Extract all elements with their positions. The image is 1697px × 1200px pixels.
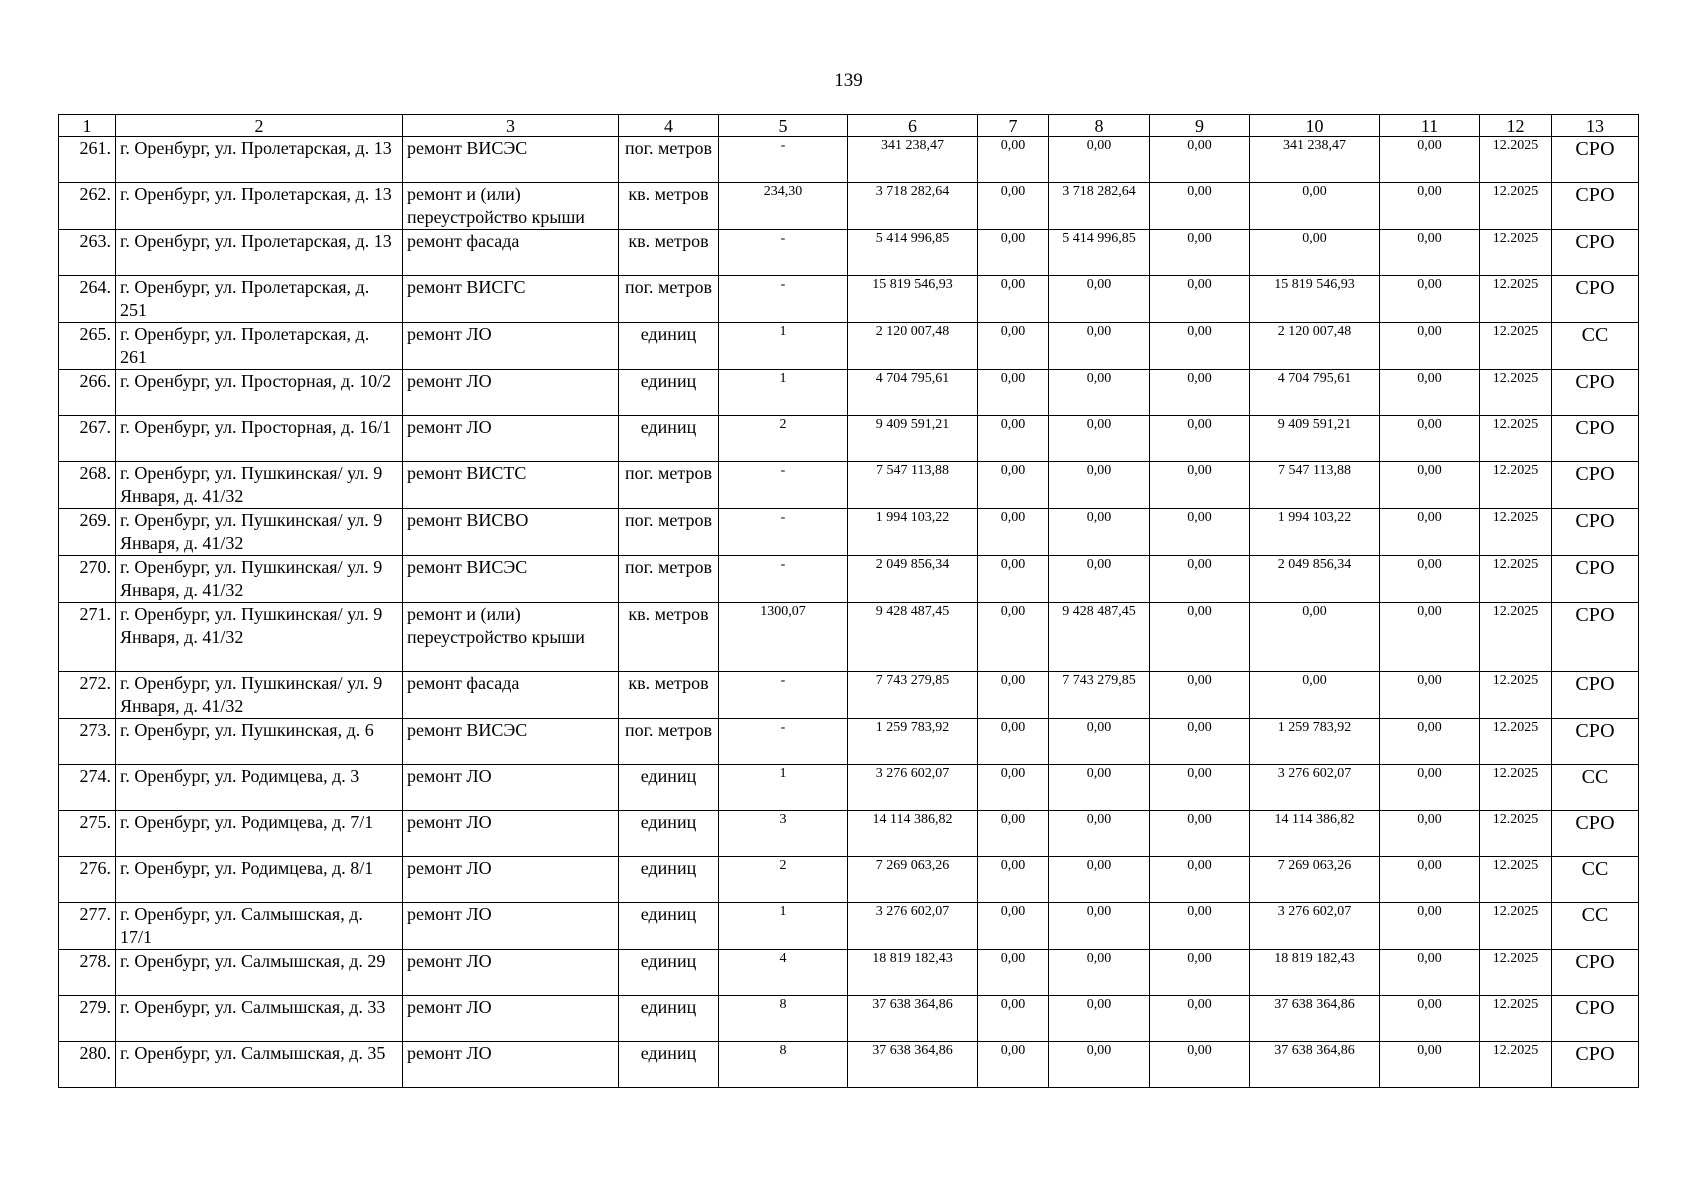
column-header: 13 <box>1552 115 1639 137</box>
fund-cell-8: 0,00 <box>1049 276 1150 323</box>
method-cell: СРО <box>1552 1042 1639 1088</box>
address-cell: г. Оренбург, ул. Родимцева, д. 8/1 <box>116 857 403 903</box>
completion-date-cell: 12.2025 <box>1480 276 1552 323</box>
fund-cell-7: 0,00 <box>978 556 1049 603</box>
fund-cell-10: 37 638 364,86 <box>1250 996 1380 1042</box>
table-row <box>59 370 1639 416</box>
method-cell: СРО <box>1552 509 1639 556</box>
method-cell: СРО <box>1552 811 1639 857</box>
column-header: 8 <box>1049 115 1150 137</box>
quantity-cell: 1 <box>719 765 848 811</box>
completion-date-cell: 12.2025 <box>1480 672 1552 719</box>
method-cell: СС <box>1552 765 1639 811</box>
table-row <box>59 276 1639 323</box>
fund-cell-8: 0,00 <box>1049 323 1150 370</box>
row-number: 261. <box>59 137 116 183</box>
fund-cell-8: 0,00 <box>1049 950 1150 996</box>
column-header: 3 <box>403 115 619 137</box>
quantity-cell: - <box>719 137 848 183</box>
unit-cell: единиц <box>619 857 719 903</box>
register-table <box>58 114 1639 1088</box>
unit-cell: единиц <box>619 811 719 857</box>
address-cell: г. Оренбург, ул. Салмышская, д. 35 <box>116 1042 403 1088</box>
column-header: 10 <box>1250 115 1380 137</box>
total-cost-cell: 3 276 602,07 <box>848 765 978 811</box>
row-number: 272. <box>59 672 116 719</box>
table-row <box>59 230 1639 276</box>
fund-cell-11: 0,00 <box>1380 672 1480 719</box>
fund-cell-11: 0,00 <box>1380 1042 1480 1088</box>
table-row <box>59 857 1639 903</box>
fund-cell-9: 0,00 <box>1150 996 1250 1042</box>
fund-cell-11: 0,00 <box>1380 996 1480 1042</box>
fund-cell-10: 7 269 063,26 <box>1250 857 1380 903</box>
fund-cell-7: 0,00 <box>978 1042 1049 1088</box>
address-cell: г. Оренбург, ул. Пушкинская/ ул. 9 Января, д. 41/32 <box>116 556 403 603</box>
fund-cell-7: 0,00 <box>978 183 1049 230</box>
fund-cell-10: 3 276 602,07 <box>1250 765 1380 811</box>
address-cell: г. Оренбург, ул. Салмышская, д. 17/1 <box>116 903 403 950</box>
fund-cell-7: 0,00 <box>978 137 1049 183</box>
column-header: 11 <box>1380 115 1480 137</box>
fund-cell-10: 37 638 364,86 <box>1250 1042 1380 1088</box>
quantity-cell: - <box>719 462 848 509</box>
unit-cell: кв. метров <box>619 603 719 672</box>
column-header: 5 <box>719 115 848 137</box>
fund-cell-11: 0,00 <box>1380 719 1480 765</box>
row-number: 265. <box>59 323 116 370</box>
table-row <box>59 556 1639 603</box>
method-cell: СРО <box>1552 556 1639 603</box>
row-number: 278. <box>59 950 116 996</box>
fund-cell-10: 3 276 602,07 <box>1250 903 1380 950</box>
total-cost-cell: 341 238,47 <box>848 137 978 183</box>
quantity-cell: - <box>719 719 848 765</box>
column-header: 7 <box>978 115 1049 137</box>
fund-cell-8: 0,00 <box>1049 556 1150 603</box>
work-type-cell: ремонт ЛО <box>403 1042 619 1088</box>
fund-cell-10: 18 819 182,43 <box>1250 950 1380 996</box>
completion-date-cell: 12.2025 <box>1480 230 1552 276</box>
table-row <box>59 509 1639 556</box>
fund-cell-10: 2 120 007,48 <box>1250 323 1380 370</box>
total-cost-cell: 2 120 007,48 <box>848 323 978 370</box>
total-cost-cell: 9 428 487,45 <box>848 603 978 672</box>
fund-cell-11: 0,00 <box>1380 137 1480 183</box>
fund-cell-8: 9 428 487,45 <box>1049 603 1150 672</box>
fund-cell-8: 0,00 <box>1049 1042 1150 1088</box>
method-cell: СРО <box>1552 416 1639 462</box>
address-cell: г. Оренбург, ул. Пушкинская/ ул. 9 Января, д. 41/32 <box>116 509 403 556</box>
table-row <box>59 950 1639 996</box>
address-cell: г. Оренбург, ул. Просторная, д. 10/2 <box>116 370 403 416</box>
fund-cell-10: 0,00 <box>1250 672 1380 719</box>
work-type-cell: ремонт фасада <box>403 230 619 276</box>
method-cell: СРО <box>1552 719 1639 765</box>
unit-cell: единиц <box>619 996 719 1042</box>
fund-cell-9: 0,00 <box>1150 323 1250 370</box>
fund-cell-7: 0,00 <box>978 370 1049 416</box>
fund-cell-11: 0,00 <box>1380 857 1480 903</box>
fund-cell-8: 0,00 <box>1049 416 1150 462</box>
fund-cell-9: 0,00 <box>1150 950 1250 996</box>
fund-cell-8: 5 414 996,85 <box>1049 230 1150 276</box>
fund-cell-10: 14 114 386,82 <box>1250 811 1380 857</box>
work-type-cell: ремонт ЛО <box>403 370 619 416</box>
fund-cell-8: 0,00 <box>1049 857 1150 903</box>
row-number: 273. <box>59 719 116 765</box>
fund-cell-10: 4 704 795,61 <box>1250 370 1380 416</box>
completion-date-cell: 12.2025 <box>1480 765 1552 811</box>
completion-date-cell: 12.2025 <box>1480 370 1552 416</box>
total-cost-cell: 9 409 591,21 <box>848 416 978 462</box>
work-type-cell: ремонт ЛО <box>403 416 619 462</box>
work-type-cell: ремонт и (или) переустройство крыши <box>403 183 619 230</box>
fund-cell-9: 0,00 <box>1150 137 1250 183</box>
unit-cell: пог. метров <box>619 462 719 509</box>
total-cost-cell: 3 276 602,07 <box>848 903 978 950</box>
total-cost-cell: 37 638 364,86 <box>848 996 978 1042</box>
fund-cell-7: 0,00 <box>978 719 1049 765</box>
quantity-cell: - <box>719 509 848 556</box>
table-row <box>59 903 1639 950</box>
unit-cell: единиц <box>619 370 719 416</box>
fund-cell-7: 0,00 <box>978 509 1049 556</box>
fund-cell-10: 0,00 <box>1250 183 1380 230</box>
fund-cell-11: 0,00 <box>1380 509 1480 556</box>
fund-cell-10: 7 547 113,88 <box>1250 462 1380 509</box>
row-number: 266. <box>59 370 116 416</box>
unit-cell: пог. метров <box>619 276 719 323</box>
quantity-cell: 1 <box>719 370 848 416</box>
completion-date-cell: 12.2025 <box>1480 996 1552 1042</box>
total-cost-cell: 14 114 386,82 <box>848 811 978 857</box>
row-number: 269. <box>59 509 116 556</box>
fund-cell-9: 0,00 <box>1150 462 1250 509</box>
unit-cell: кв. метров <box>619 230 719 276</box>
fund-cell-9: 0,00 <box>1150 509 1250 556</box>
fund-cell-11: 0,00 <box>1380 603 1480 672</box>
work-type-cell: ремонт ЛО <box>403 765 619 811</box>
fund-cell-8: 0,00 <box>1049 137 1150 183</box>
row-number: 277. <box>59 903 116 950</box>
fund-cell-11: 0,00 <box>1380 183 1480 230</box>
completion-date-cell: 12.2025 <box>1480 183 1552 230</box>
row-number: 263. <box>59 230 116 276</box>
quantity-cell: 1 <box>719 323 848 370</box>
column-header: 1 <box>59 115 116 137</box>
total-cost-cell: 7 743 279,85 <box>848 672 978 719</box>
quantity-cell: - <box>719 672 848 719</box>
total-cost-cell: 37 638 364,86 <box>848 1042 978 1088</box>
fund-cell-10: 341 238,47 <box>1250 137 1380 183</box>
method-cell: СРО <box>1552 230 1639 276</box>
fund-cell-9: 0,00 <box>1150 811 1250 857</box>
fund-cell-11: 0,00 <box>1380 950 1480 996</box>
fund-cell-9: 0,00 <box>1150 719 1250 765</box>
address-cell: г. Оренбург, ул. Родимцева, д. 3 <box>116 765 403 811</box>
total-cost-cell: 7 547 113,88 <box>848 462 978 509</box>
method-cell: СС <box>1552 903 1639 950</box>
unit-cell: пог. метров <box>619 509 719 556</box>
header-row <box>59 115 1639 137</box>
fund-cell-7: 0,00 <box>978 950 1049 996</box>
method-cell: СРО <box>1552 603 1639 672</box>
work-type-cell: ремонт ЛО <box>403 996 619 1042</box>
fund-cell-10: 9 409 591,21 <box>1250 416 1380 462</box>
completion-date-cell: 12.2025 <box>1480 811 1552 857</box>
fund-cell-11: 0,00 <box>1380 811 1480 857</box>
unit-cell: единиц <box>619 765 719 811</box>
column-header: 2 <box>116 115 403 137</box>
work-type-cell: ремонт ЛО <box>403 323 619 370</box>
table-row <box>59 1042 1639 1088</box>
address-cell: г. Оренбург, ул. Пролетарская, д. 13 <box>116 183 403 230</box>
fund-cell-10: 0,00 <box>1250 230 1380 276</box>
table-row <box>59 462 1639 509</box>
table-row <box>59 672 1639 719</box>
completion-date-cell: 12.2025 <box>1480 857 1552 903</box>
fund-cell-9: 0,00 <box>1150 857 1250 903</box>
fund-cell-8: 0,00 <box>1049 996 1150 1042</box>
fund-cell-8: 0,00 <box>1049 765 1150 811</box>
fund-cell-11: 0,00 <box>1380 765 1480 811</box>
address-cell: г. Оренбург, ул. Пушкинская, д. 6 <box>116 719 403 765</box>
fund-cell-7: 0,00 <box>978 276 1049 323</box>
unit-cell: пог. метров <box>619 137 719 183</box>
fund-cell-9: 0,00 <box>1150 765 1250 811</box>
table-row <box>59 183 1639 230</box>
fund-cell-9: 0,00 <box>1150 903 1250 950</box>
total-cost-cell: 5 414 996,85 <box>848 230 978 276</box>
row-number: 279. <box>59 996 116 1042</box>
fund-cell-10: 1 994 103,22 <box>1250 509 1380 556</box>
fund-cell-8: 0,00 <box>1049 370 1150 416</box>
address-cell: г. Оренбург, ул. Пролетарская, д. 261 <box>116 323 403 370</box>
table-row <box>59 137 1639 183</box>
fund-cell-10: 2 049 856,34 <box>1250 556 1380 603</box>
fund-cell-7: 0,00 <box>978 323 1049 370</box>
quantity-cell: 2 <box>719 416 848 462</box>
method-cell: СРО <box>1552 950 1639 996</box>
completion-date-cell: 12.2025 <box>1480 509 1552 556</box>
address-cell: г. Оренбург, ул. Пушкинская/ ул. 9 Января, д. 41/32 <box>116 462 403 509</box>
completion-date-cell: 12.2025 <box>1480 137 1552 183</box>
quantity-cell: - <box>719 556 848 603</box>
fund-cell-8: 0,00 <box>1049 811 1150 857</box>
fund-cell-8: 3 718 282,64 <box>1049 183 1150 230</box>
fund-cell-9: 0,00 <box>1150 1042 1250 1088</box>
completion-date-cell: 12.2025 <box>1480 462 1552 509</box>
fund-cell-11: 0,00 <box>1380 370 1480 416</box>
total-cost-cell: 3 718 282,64 <box>848 183 978 230</box>
fund-cell-10: 0,00 <box>1250 603 1380 672</box>
total-cost-cell: 4 704 795,61 <box>848 370 978 416</box>
work-type-cell: ремонт ЛО <box>403 950 619 996</box>
fund-cell-7: 0,00 <box>978 996 1049 1042</box>
unit-cell: единиц <box>619 1042 719 1088</box>
address-cell: г. Оренбург, ул. Пролетарская, д. 13 <box>116 137 403 183</box>
row-number: 267. <box>59 416 116 462</box>
quantity-cell: 1 <box>719 903 848 950</box>
unit-cell: пог. метров <box>619 719 719 765</box>
table-body <box>59 115 1639 1088</box>
work-type-cell: ремонт ВИСГС <box>403 276 619 323</box>
fund-cell-7: 0,00 <box>978 765 1049 811</box>
row-number: 276. <box>59 857 116 903</box>
address-cell: г. Оренбург, ул. Просторная, д. 16/1 <box>116 416 403 462</box>
total-cost-cell: 1 994 103,22 <box>848 509 978 556</box>
row-number: 274. <box>59 765 116 811</box>
work-type-cell: ремонт ЛО <box>403 857 619 903</box>
address-cell: г. Оренбург, ул. Пушкинская/ ул. 9 Января, д. 41/32 <box>116 603 403 672</box>
work-type-cell: ремонт ВИСЭС <box>403 556 619 603</box>
fund-cell-8: 0,00 <box>1049 903 1150 950</box>
fund-cell-11: 0,00 <box>1380 276 1480 323</box>
method-cell: СРО <box>1552 462 1639 509</box>
table-row <box>59 765 1639 811</box>
fund-cell-8: 0,00 <box>1049 509 1150 556</box>
total-cost-cell: 7 269 063,26 <box>848 857 978 903</box>
total-cost-cell: 15 819 546,93 <box>848 276 978 323</box>
completion-date-cell: 12.2025 <box>1480 950 1552 996</box>
fund-cell-7: 0,00 <box>978 462 1049 509</box>
quantity-cell: 1300,07 <box>719 603 848 672</box>
completion-date-cell: 12.2025 <box>1480 416 1552 462</box>
fund-cell-9: 0,00 <box>1150 183 1250 230</box>
work-type-cell: ремонт ВИСВО <box>403 509 619 556</box>
fund-cell-9: 0,00 <box>1150 672 1250 719</box>
unit-cell: единиц <box>619 416 719 462</box>
unit-cell: пог. метров <box>619 556 719 603</box>
column-header: 6 <box>848 115 978 137</box>
fund-cell-9: 0,00 <box>1150 416 1250 462</box>
total-cost-cell: 1 259 783,92 <box>848 719 978 765</box>
total-cost-cell: 2 049 856,34 <box>848 556 978 603</box>
fund-cell-8: 7 743 279,85 <box>1049 672 1150 719</box>
fund-cell-11: 0,00 <box>1380 416 1480 462</box>
fund-cell-11: 0,00 <box>1380 462 1480 509</box>
address-cell: г. Оренбург, ул. Пушкинская/ ул. 9 Января, д. 41/32 <box>116 672 403 719</box>
fund-cell-11: 0,00 <box>1380 230 1480 276</box>
fund-cell-9: 0,00 <box>1150 276 1250 323</box>
table-row <box>59 996 1639 1042</box>
completion-date-cell: 12.2025 <box>1480 323 1552 370</box>
row-number: 275. <box>59 811 116 857</box>
unit-cell: единиц <box>619 323 719 370</box>
row-number: 262. <box>59 183 116 230</box>
column-header: 4 <box>619 115 719 137</box>
quantity-cell: 8 <box>719 996 848 1042</box>
quantity-cell: 2 <box>719 857 848 903</box>
method-cell: СС <box>1552 323 1639 370</box>
work-type-cell: ремонт и (или) переустройство крыши <box>403 603 619 672</box>
fund-cell-10: 1 259 783,92 <box>1250 719 1380 765</box>
completion-date-cell: 12.2025 <box>1480 603 1552 672</box>
fund-cell-9: 0,00 <box>1150 603 1250 672</box>
row-number: 280. <box>59 1042 116 1088</box>
method-cell: СРО <box>1552 370 1639 416</box>
page-number: 139 <box>834 70 863 91</box>
fund-cell-10: 15 819 546,93 <box>1250 276 1380 323</box>
fund-cell-7: 0,00 <box>978 903 1049 950</box>
quantity-cell: 4 <box>719 950 848 996</box>
quantity-cell: - <box>719 230 848 276</box>
row-number: 268. <box>59 462 116 509</box>
unit-cell: единиц <box>619 950 719 996</box>
address-cell: г. Оренбург, ул. Салмышская, д. 29 <box>116 950 403 996</box>
unit-cell: единиц <box>619 903 719 950</box>
table-row <box>59 811 1639 857</box>
work-type-cell: ремонт ВИСЭС <box>403 719 619 765</box>
method-cell: СС <box>1552 857 1639 903</box>
work-type-cell: ремонт ЛО <box>403 903 619 950</box>
quantity-cell: 3 <box>719 811 848 857</box>
completion-date-cell: 12.2025 <box>1480 903 1552 950</box>
work-type-cell: ремонт ВИСЭС <box>403 137 619 183</box>
unit-cell: кв. метров <box>619 672 719 719</box>
table-row <box>59 416 1639 462</box>
fund-cell-7: 0,00 <box>978 416 1049 462</box>
fund-cell-11: 0,00 <box>1380 556 1480 603</box>
quantity-cell: 234,30 <box>719 183 848 230</box>
completion-date-cell: 12.2025 <box>1480 556 1552 603</box>
work-type-cell: ремонт ЛО <box>403 811 619 857</box>
fund-cell-11: 0,00 <box>1380 903 1480 950</box>
fund-cell-7: 0,00 <box>978 672 1049 719</box>
fund-cell-9: 0,00 <box>1150 556 1250 603</box>
row-number: 271. <box>59 603 116 672</box>
address-cell: г. Оренбург, ул. Пролетарская, д. 251 <box>116 276 403 323</box>
fund-cell-7: 0,00 <box>978 857 1049 903</box>
fund-cell-8: 0,00 <box>1049 719 1150 765</box>
fund-cell-8: 0,00 <box>1049 462 1150 509</box>
method-cell: СРО <box>1552 276 1639 323</box>
method-cell: СРО <box>1552 996 1639 1042</box>
fund-cell-9: 0,00 <box>1150 370 1250 416</box>
completion-date-cell: 12.2025 <box>1480 1042 1552 1088</box>
address-cell: г. Оренбург, ул. Салмышская, д. 33 <box>116 996 403 1042</box>
work-type-cell: ремонт фасада <box>403 672 619 719</box>
address-cell: г. Оренбург, ул. Родимцева, д. 7/1 <box>116 811 403 857</box>
column-header: 12 <box>1480 115 1552 137</box>
table-row <box>59 323 1639 370</box>
fund-cell-7: 0,00 <box>978 230 1049 276</box>
row-number: 270. <box>59 556 116 603</box>
method-cell: СРО <box>1552 672 1639 719</box>
completion-date-cell: 12.2025 <box>1480 719 1552 765</box>
fund-cell-9: 0,00 <box>1150 230 1250 276</box>
fund-cell-7: 0,00 <box>978 811 1049 857</box>
method-cell: СРО <box>1552 137 1639 183</box>
fund-cell-7: 0,00 <box>978 603 1049 672</box>
table-row <box>59 719 1639 765</box>
row-number: 264. <box>59 276 116 323</box>
address-cell: г. Оренбург, ул. Пролетарская, д. 13 <box>116 230 403 276</box>
quantity-cell: - <box>719 276 848 323</box>
column-header: 9 <box>1150 115 1250 137</box>
quantity-cell: 8 <box>719 1042 848 1088</box>
fund-cell-11: 0,00 <box>1380 323 1480 370</box>
work-type-cell: ремонт ВИСТС <box>403 462 619 509</box>
table-row <box>59 603 1639 672</box>
method-cell: СРО <box>1552 183 1639 230</box>
unit-cell: кв. метров <box>619 183 719 230</box>
total-cost-cell: 18 819 182,43 <box>848 950 978 996</box>
